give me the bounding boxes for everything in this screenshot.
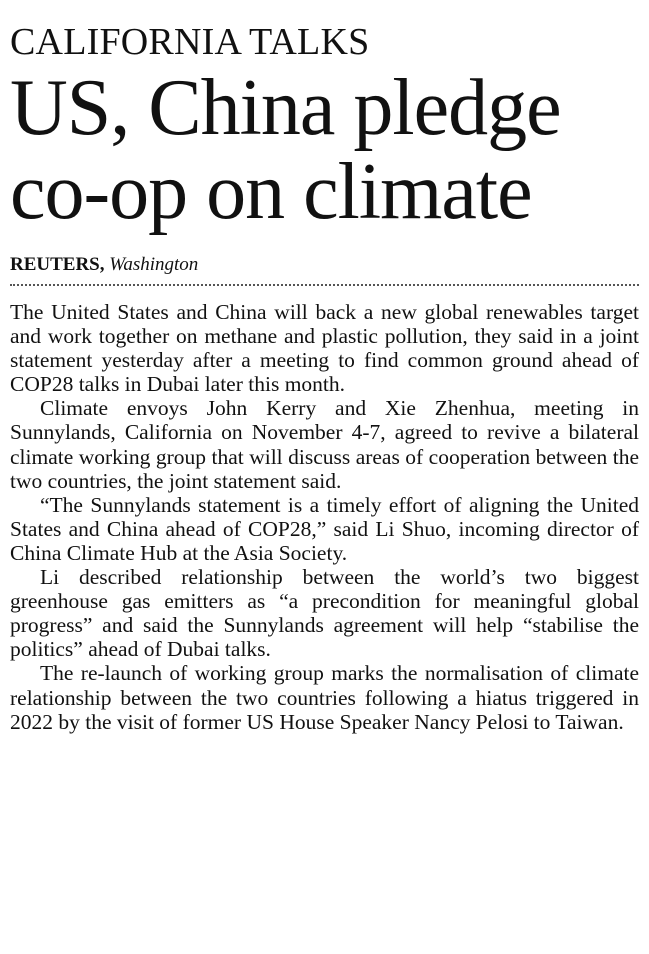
headline-line-2: co-op on climate [10,148,532,236]
article-body [10,300,639,734]
article-kicker: CALIFORNIA TALKS [10,21,370,63]
article-headline [10,66,639,234]
headline-line-1: US, China pledge [10,64,561,152]
news-article [10,20,639,734]
paragraph-2: Climate envoys John Kerry and Xie Zhenhua, meeting in Sunnylands, California on November 4-7, agreed to revive a bilateral climate working group that will discuss areas of cooperation between the two countries, the joint statement said. [10,396,639,493]
byline-agency: REUTERS, [10,254,105,275]
paragraph-5: The re-launch of working group marks the normalisation of climate relationship between the two countries following a hiatus triggered in 2022 by the visit of former US House Speaker Nancy Pelosi to Taiwan. [10,661,639,734]
dotted-divider [10,284,639,286]
paragraph-4: Li described relationship between the world’s two biggest greenhouse gas emitters as “a precondition for meaningful global progress” and said the Sunnylands agreement will help “stabilise the politics” ahead of Dubai talks. [10,565,639,662]
byline-place: Washington [109,254,199,275]
article-byline [10,254,639,276]
paragraph-1: The United States and China will back a new global renewables target and work together on methane and plastic pollution, they said in a joint statement yesterday after a meeting to find common ground ahead of COP28 talks in Dubai later this month. [10,300,639,397]
paragraph-3: “The Sunnylands statement is a timely effort of aligning the United States and China ahead of COP28,” said Li Shuo, incoming director of China Climate Hub at the Asia Society. [10,492,639,565]
